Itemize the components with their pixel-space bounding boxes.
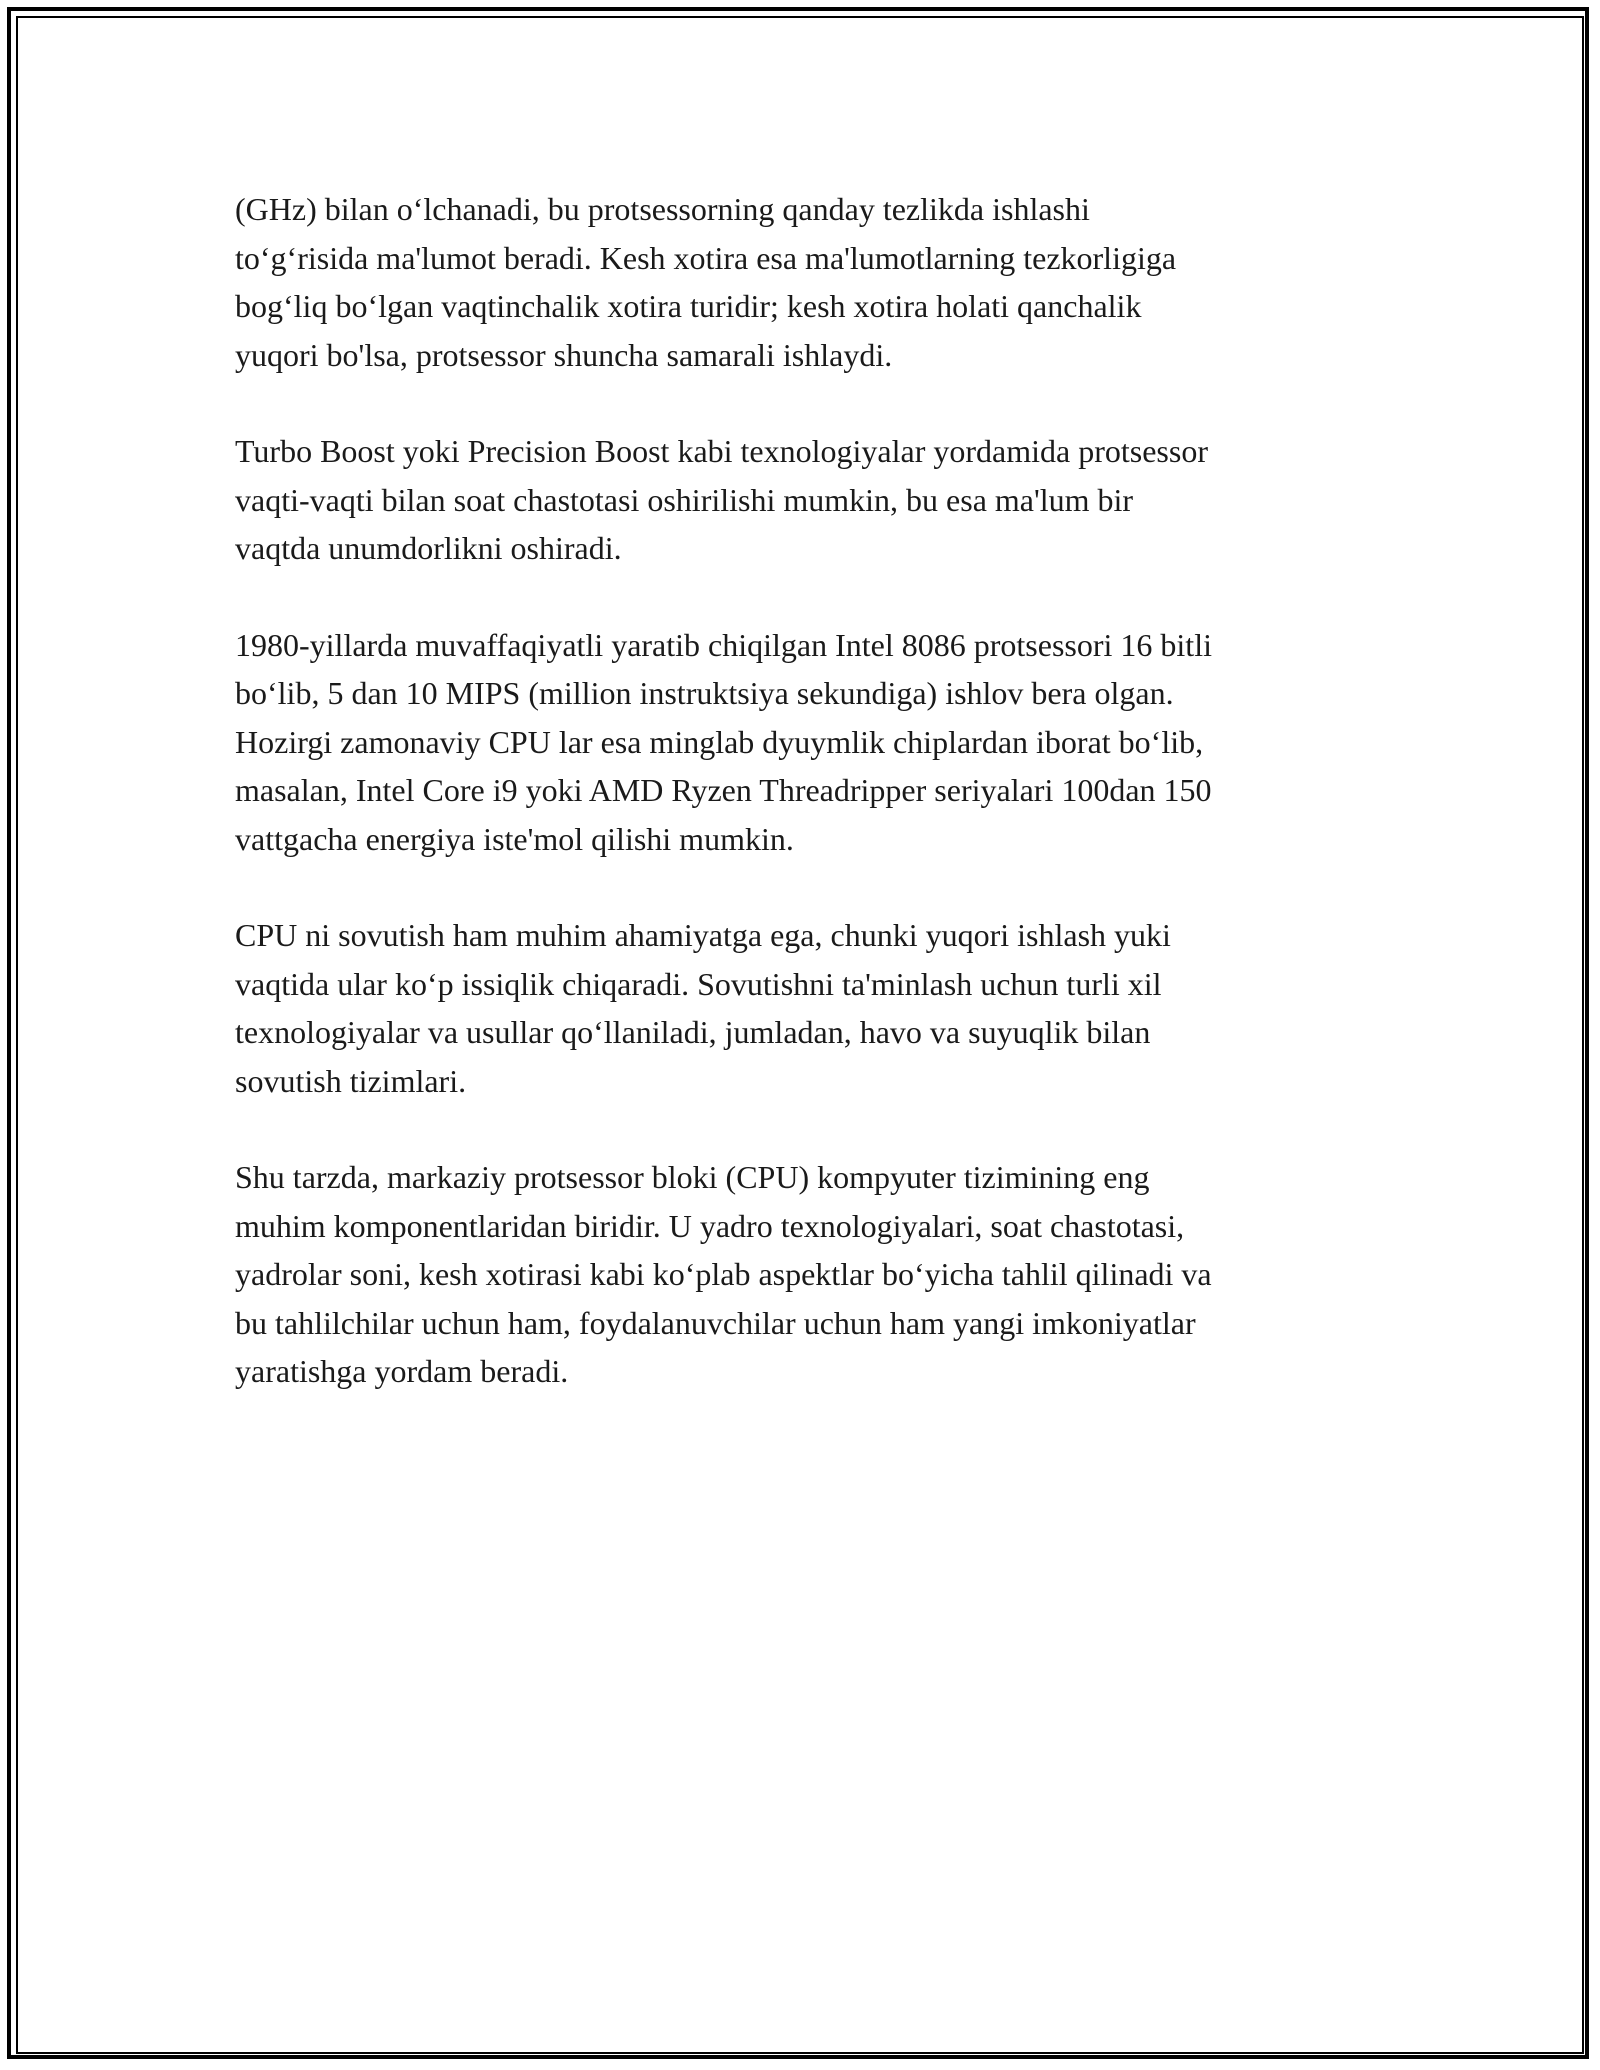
text-line: Shu tarzda, markaziy protsessor bloki (CPU) kompyuter tizimining eng bbox=[235, 1159, 1150, 1195]
paragraph-conclusion bbox=[235, 1153, 1395, 1396]
text-line: yadrolar soni, kesh xotirasi kabi ko‘plab aspektlar bo‘yicha tahlil qilinadi va bbox=[235, 1256, 1212, 1292]
paragraph-cooling bbox=[235, 911, 1395, 1105]
text-line: vattgacha energiya iste'mol qilishi mumkin. bbox=[235, 820, 794, 857]
text-line: bu tahlilchilar uchun ham, foydalanuvchilar uchun ham yangi imkoniyatlar bbox=[235, 1304, 1196, 1341]
text-line: to‘g‘risida ma'lumot beradi. Kesh xotira esa ma'lumotlarning tezkorligiga bbox=[235, 239, 1177, 276]
text-line: bog‘liq bo‘lgan vaqtinchalik xotira turidir; kesh xotira holati qanchalik bbox=[235, 288, 1142, 324]
text-line: 1980-yillarda muvaffaqiyatli yaratib chiqilgan Intel 8086 protsessori 16 bitli bbox=[235, 626, 1212, 663]
text-line: yaratishga yordam beradi. bbox=[235, 1353, 569, 1389]
text-line: CPU ni sovutish ham muhim ahamiyatga ega, chunki yuqori ishlash yuki bbox=[235, 917, 1171, 953]
text-line: (GHz) bilan o‘lchanadi, bu protsessorning qanday tezlikda ishlashi bbox=[235, 191, 1090, 227]
text-line: bo‘lib, 5 dan 10 MIPS (million instruktsiya sekundiga) ishlov bera olgan. bbox=[235, 675, 1174, 711]
text-line: vaqtda unumdorlikni oshiradi. bbox=[235, 530, 622, 566]
paragraph-history bbox=[235, 621, 1395, 864]
text-line: masalan, Intel Core i9 yoki AMD Ryzen Threadripper seriyalari 100dan 150 bbox=[235, 772, 1212, 808]
paragraph-clock-and-cache bbox=[235, 185, 1395, 379]
text-line: yuqori bo'lsa, protsessor shuncha samarali ishlaydi. bbox=[235, 336, 893, 373]
document-body bbox=[235, 185, 1395, 1444]
text-line: muhim komponentlaridan biridir. U yadro texnologiyalari, soat chastotasi, bbox=[235, 1207, 1185, 1244]
text-line: vaqti-vaqti bilan soat chastotasi oshirilishi mumkin, bu esa ma'lum bir bbox=[235, 481, 1134, 518]
text-line: vaqtida ular ko‘p issiqlik chiqaradi. Sovutishni ta'minlash uchun turli xil bbox=[235, 965, 1162, 1002]
paragraph-turbo-boost bbox=[235, 427, 1395, 573]
text-line: Turbo Boost yoki Precision Boost kabi texnologiyalar yordamida protsessor bbox=[235, 433, 1208, 469]
text-line: texnologiyalar va usullar qo‘llaniladi, jumladan, havo va suyuqlik bilan bbox=[235, 1014, 1151, 1050]
text-line: Hozirgi zamonaviy CPU lar esa minglab dyuymlik chiplardan iborat bo‘lib, bbox=[235, 723, 1204, 760]
text-line: sovutish tizimlari. bbox=[235, 1062, 467, 1099]
